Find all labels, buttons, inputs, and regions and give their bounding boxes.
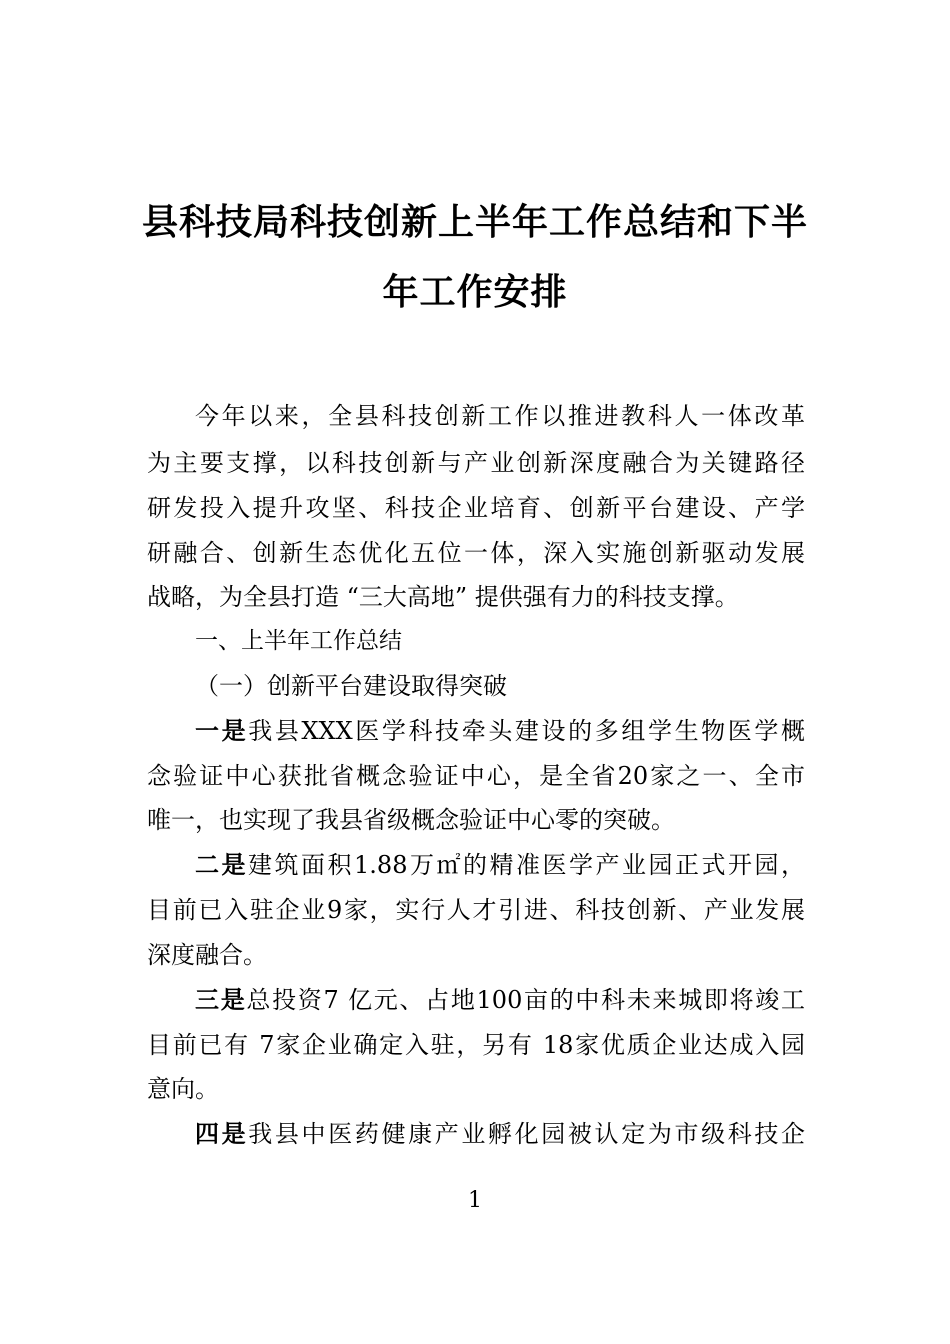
item-2-first-text: 建筑面积1.88万㎡的精准医学产业园正式开园， (248, 851, 806, 879)
page-number: 1 (468, 1188, 482, 1213)
item-4-first-text: 我县中医药健康产业孵化园被认定为市级科技企 (248, 1120, 806, 1148)
item-1-lead: 一是 (195, 717, 249, 745)
item-1-first-text: 我县XXX医学科技牵头建设的多组学生物医学概 (248, 717, 805, 745)
item-2-first-line (195, 848, 805, 882)
item-1-line-3: 唯一，也实现了我县省级概念验证中心零的突破。 (147, 806, 675, 834)
intro-line-2: 为主要支撑，以科技创新与产业创新深度融合为关键路径 (147, 449, 805, 477)
intro-line-3: 研发投入提升攻坚、科技企业培育、创新平台建设、产学 (147, 494, 805, 522)
document-title-line-2: 年工作安排 (382, 271, 568, 313)
item-2-line-3: 深度融合。 (147, 941, 267, 969)
item-2-line-2: 目前已入驻企业9家，实行人才引进、科技创新、产业发展 (147, 896, 805, 924)
item-1-line-2: 念验证中心获批省概念验证中心，是全省20家之一、全市 (147, 762, 805, 790)
item-2-lead: 二是 (195, 851, 249, 879)
document-title-line-1: 县科技局科技创新上半年工作总结和下半 (141, 201, 808, 243)
item-3-line-2: 目前已有 7家企业确定入驻，另有 18家优质企业达成入园 (147, 1031, 805, 1059)
item-1-first-line (195, 714, 805, 748)
intro-line-1: 今年以来，全县科技创新工作以推进教科人一体改革 (195, 402, 805, 430)
section-heading: 一、上半年工作总结 (195, 628, 402, 654)
item-4-lead: 四是 (195, 1120, 249, 1148)
item-3-lead: 三是 (195, 986, 247, 1014)
intro-line-5: 战略，为全县打造 “三大高地” 提供强有力的科技支撑。 (147, 583, 739, 611)
item-4-first-line (195, 1117, 805, 1151)
item-3-first-text: 总投资7 亿元、占地100亩的中科未来城即将竣工 (246, 986, 805, 1014)
subsection-heading: （一）创新平台建设取得突破 (195, 672, 507, 700)
item-3-line-3: 意向。 (147, 1075, 219, 1103)
item-3-first-line (195, 983, 805, 1017)
intro-line-4: 研融合、创新生态优化五位一体，深入实施创新驱动发展 (147, 539, 805, 567)
